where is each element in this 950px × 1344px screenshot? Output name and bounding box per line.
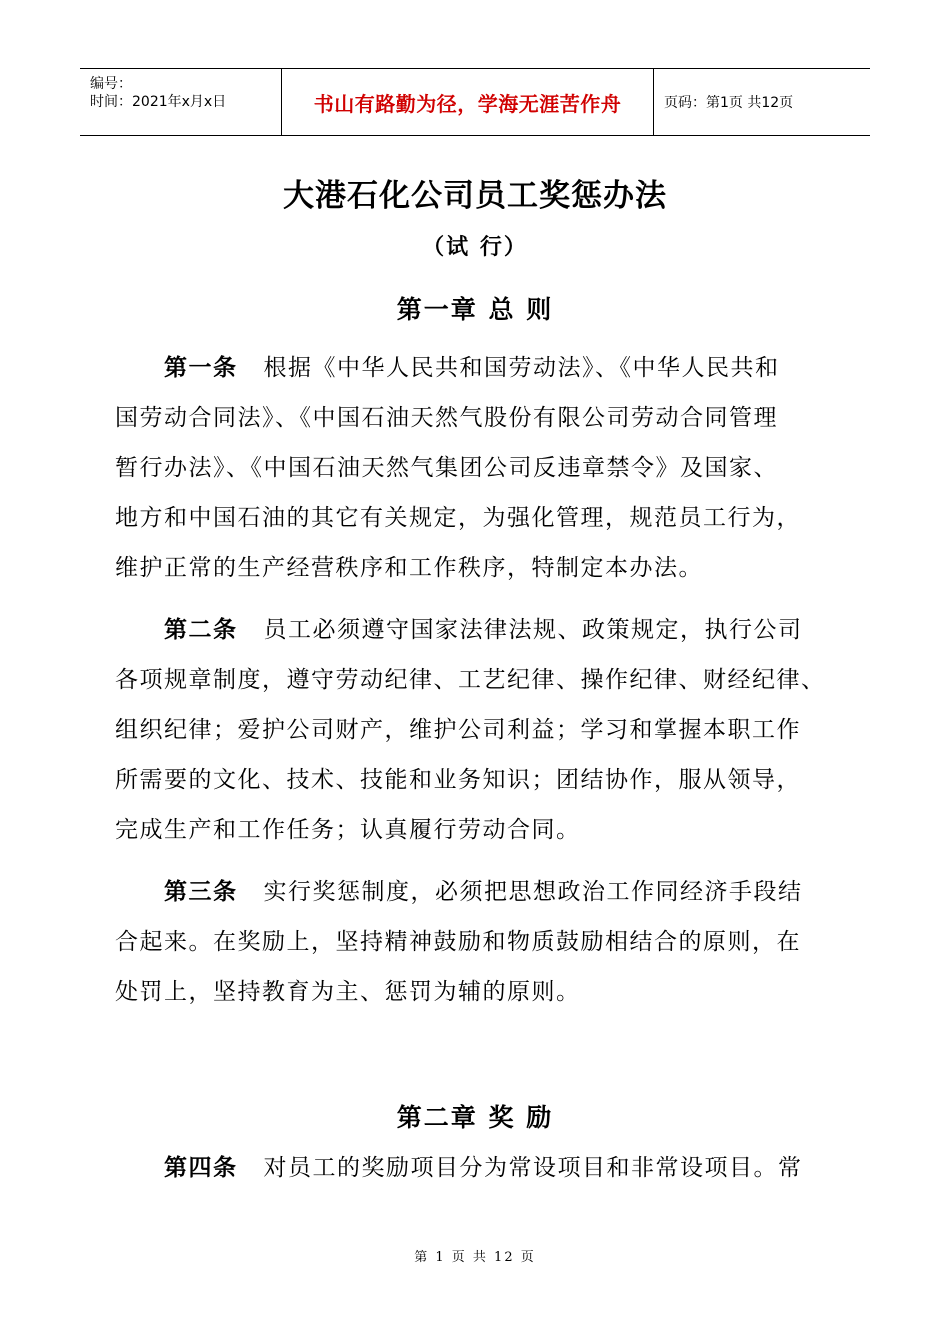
article-line: 完成生产和工作任务；认真履行劳动合同。 <box>115 817 581 843</box>
document-title: 大港石化公司员工奖惩办法 <box>283 178 667 214</box>
page-footer: 第 1 页 共 12 页 <box>414 1250 536 1265</box>
article-line: 暂行办法》、《中国石油天然气集团公司反违章禁令》及国家、 <box>115 455 778 481</box>
chapter-heading-2: 第二章 奖 励 <box>396 1103 554 1132</box>
article-line: 第二条 员工必须遵守国家法律法规、政策规定，执行公司 <box>164 616 803 643</box>
article-line: 各项规章制度，遵守劳动纪律、工艺纪律、操作纪律、财经纪律、 <box>115 667 826 693</box>
document-number-label: 编号： <box>90 76 132 92</box>
header-meta-cell <box>80 69 282 135</box>
header-motto: 书山有路勤为径，学海无涯苦作舟 <box>282 69 654 135</box>
article-line: 第一条 根据《中华人民共和国劳动法》、《中华人民共和 <box>164 354 780 381</box>
article-line: 合起来。在奖励上，坚持精神鼓励和物质鼓励相结合的原则，在 <box>115 929 801 955</box>
document-subtitle: （试 行） <box>422 234 528 260</box>
article-line: 第三条 实行奖惩制度，必须把思想政治工作同经济手段结 <box>164 878 803 905</box>
header-table <box>80 68 870 136</box>
header-page-number: 页码：第1页 共12页 <box>664 95 794 111</box>
article-label: 第二条 <box>164 616 238 643</box>
article-label: 第一条 <box>164 354 238 381</box>
article-label: 第四条 <box>164 1154 238 1181</box>
article-label: 第三条 <box>164 878 238 905</box>
article-line: 组织纪律；爱护公司财产，维护公司利益；学习和掌握本职工作 <box>115 717 801 743</box>
article-1 <box>115 343 845 593</box>
article-line: 地方和中国石油的其它有关规定，为强化管理，规范员工行为， <box>115 505 801 531</box>
document-date-label: 时间：2021年x月x日 <box>90 94 227 110</box>
article-line: 第四条 对员工的奖励项目分为常设项目和非常设项目。常 <box>164 1154 803 1181</box>
article-line: 维护正常的生产经营秩序和工作秩序，特制定本办法。 <box>115 555 703 581</box>
article-4 <box>115 1143 845 1193</box>
article-3 <box>115 867 845 1017</box>
article-line: 所需要的文化、技术、技能和业务知识；团结协作，服从领导， <box>115 767 801 793</box>
article-line: 处罚上，坚持教育为主、惩罚为辅的原则。 <box>115 979 581 1005</box>
article-line: 国劳动合同法》、《中国石油天然气股份有限公司劳动合同管理 <box>115 405 778 431</box>
chapter-heading-1: 第一章 总 则 <box>396 295 554 324</box>
article-2 <box>115 605 845 855</box>
